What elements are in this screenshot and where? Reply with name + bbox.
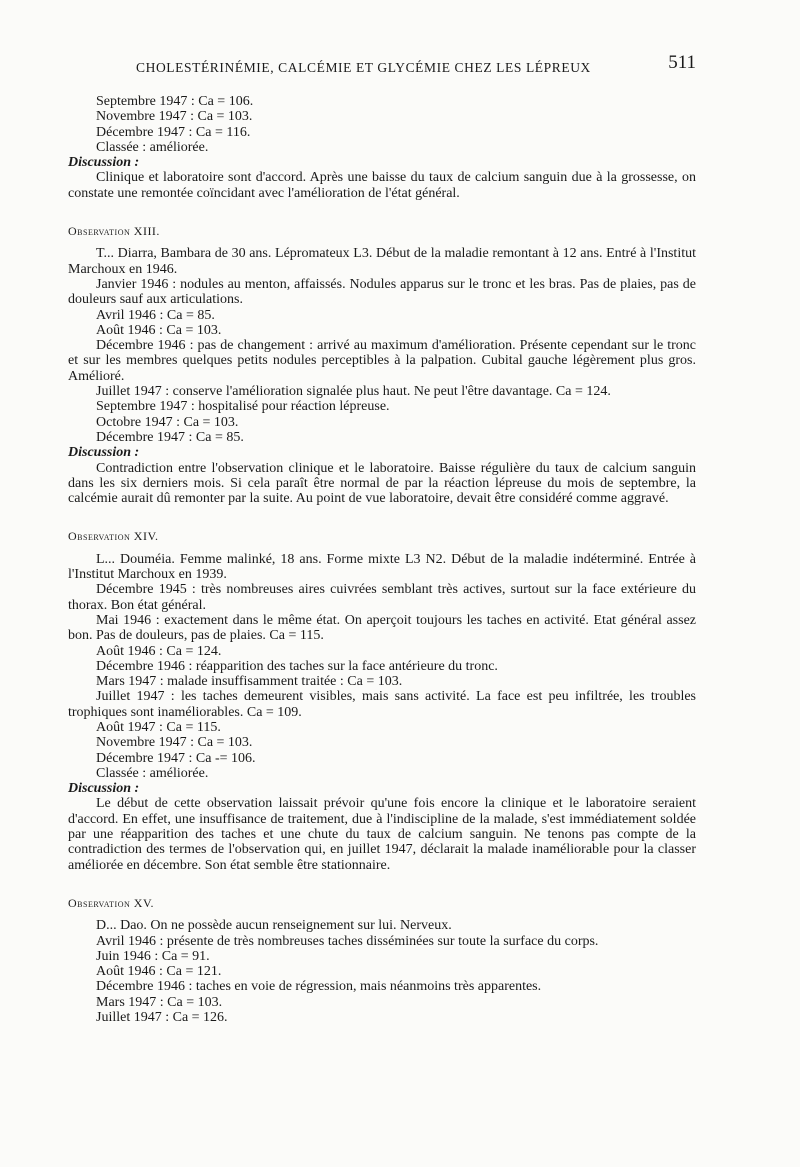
paragraph: Mai 1946 : exactement dans le même état. On aperçoit toujours les taches en activité. Etat général assez bon. Pas de douleurs, pas de plaies. Ca = 115. <box>68 612 696 644</box>
observation-heading: Observation XIV. <box>68 529 159 544</box>
text-line: Août 1946 : Ca = 124. <box>96 643 222 659</box>
text-line: Décembre 1947 : Ca = 116. <box>96 124 251 140</box>
text-line: Avril 1946 : Ca = 85. <box>96 307 215 323</box>
paragraph: Juillet 1947 : conserve l'amélioration signalée plus haut. Ne peut l'être davantage. Ca = 124. <box>96 384 611 400</box>
text-line: Classée : améliorée. <box>96 139 209 155</box>
text-line: Décembre 1946 : réapparition des taches sur la face antérieure du tronc. <box>96 658 498 674</box>
discussion-heading: Discussion : <box>68 445 140 461</box>
discussion-heading: Discussion : <box>68 155 140 171</box>
text-line: Septembre 1947 : Ca = 106. <box>96 94 254 109</box>
observation-heading: Observation XV. <box>68 895 155 910</box>
paragraph: Juillet 1947 : les taches demeurent visibles, mais sans activité. La face est peu infiltrée, les troubles trophiques sont inaméliorables. Ca = 109. <box>68 689 696 720</box>
paragraph: Décembre 1945 : très nombreuses aires cuivrées semblant très actives, surtout sur la face extérieure du thorax. Bon état général. <box>68 582 696 613</box>
text-line: Octobre 1947 : Ca = 103. <box>96 414 239 430</box>
text-line: Juillet 1947 : Ca = 126. <box>96 1010 228 1026</box>
text-line: Décembre 1947 : Ca -= 106. <box>96 750 256 766</box>
paragraph: Avril 1946 : présente de très nombreuses taches disséminées sur toute la surface du corps. <box>96 933 599 949</box>
paragraph: D... Dao. On ne possède aucun renseignement sur lui. Nerveux. <box>96 918 452 934</box>
text-line: Août 1947 : Ca = 115. <box>96 719 221 735</box>
observation-heading: Observation XIII. <box>68 224 160 239</box>
text-line: Août 1946 : Ca = 121. <box>96 964 222 980</box>
discussion-paragraph: Clinique et laboratoire sont d'accord. Après une baisse du taux de calcium sanguin due à la grossesse, on constate une remontée coïncidant avec l'amélioration de l'état général. <box>68 170 696 201</box>
page-number: 511 <box>668 52 696 73</box>
text-line: Juin 1946 : Ca = 91. <box>96 948 210 964</box>
text-line: Août 1946 : Ca = 103. <box>96 322 222 338</box>
running-title: CHOLESTÉRINÉMIE, CALCÉMIE ET GLYCÉMIE CHEZ LES LÉPREUX <box>136 60 591 75</box>
paragraph: Décembre 1946 : pas de changement : arrivé au maximum d'amélioration. Présente cependant sur le tronc et sur les membres quelques petits nodules perceptibles à la palpation. Cubital gauche légèrement plus gros. Amélioré. <box>68 338 696 384</box>
paragraph: T... Diarra, Bambara de 30 ans. Lépromateux L3. Début de la maladie remontant à 12 ans. Entré à l'Institut Marchoux en 1946. <box>68 246 696 277</box>
text-line: Classée : améliorée. <box>96 765 209 781</box>
paragraph: L... Douméia. Femme malinké, 18 ans. Forme mixte L3 N2. Début de la maladie indéterminé. Entrée à l'Institut Marchoux en 1939. <box>68 551 696 583</box>
text-line: Septembre 1947 : hospitalisé pour réaction lépreuse. <box>96 399 390 415</box>
article-body <box>68 94 696 1025</box>
discussion-paragraph: Le début de cette observation laissait prévoir qu'une fois encore la clinique et le laboratoire seraient d'accord. En effet, une insuffisance de traitement, due à l'indiscipline de la malade, s'est immédiatement soldée par une réapparition des taches et une chute du taux de calcium sanguin. Ne tenons pas compte de la contradiction des termes de l'observation qui, en juillet 1947, déclarait la malade inaméliorable pour la classer améliorée en décembre. Son état semble être stationnaire. <box>68 796 696 873</box>
page-header <box>96 52 696 80</box>
text-line: Mars 1947 : malade insuffisamment traitée : Ca = 103. <box>96 674 403 690</box>
text-line: Novembre 1947 : Ca = 103. <box>96 735 253 751</box>
discussion-heading: Discussion : <box>68 781 140 797</box>
text-line: Mars 1947 : Ca = 103. <box>96 994 223 1010</box>
text-line: Novembre 1947 : Ca = 103. <box>96 109 253 125</box>
paragraph: Janvier 1946 : nodules au menton, affaissés. Nodules apparus sur le tronc et les bras. Pas de plaies, pas de douleurs sauf aux articulations. <box>68 276 696 308</box>
text-line: Décembre 1947 : Ca = 85. <box>96 429 244 445</box>
discussion-paragraph: Contradiction entre l'observation clinique et le laboratoire. Baisse régulière du taux de calcium sanguin dans les six derniers mois. Si cela paraît être normal de par la réaction lépreuse du mois de septembre, la calcémie aurait dû remonter par la suite. Au point de vue laboratoire, devait être considéré comme aggravé. <box>68 460 696 507</box>
text-line: Décembre 1946 : taches en voie de régression, mais néanmoins très apparentes. <box>96 979 542 995</box>
